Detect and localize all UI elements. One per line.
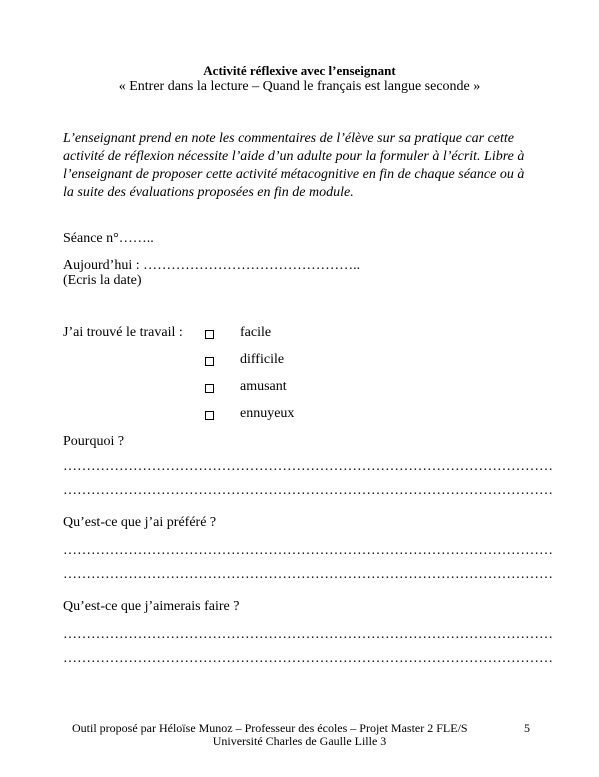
question-prefere: Qu’est-ce que j’ai préféré ? xyxy=(63,515,217,530)
question-aimerais: Qu’est-ce que j’aimerais faire ? xyxy=(63,599,240,614)
answer-line[interactable]: …………………………………………………………………………………………… xyxy=(63,483,553,498)
option-facile: facile xyxy=(240,325,272,340)
document-subtitle: « Entrer dans la lecture – Quand le français est langue seconde » xyxy=(118,79,481,94)
answer-line[interactable]: …………………………………………………………………………………………… xyxy=(63,567,553,582)
seance-field: Séance n°…….. xyxy=(63,231,154,246)
intro-line: la suite des évaluations proposées en fin de module. xyxy=(63,185,354,200)
intro-line: activité de réflexion nécessite l’aide d’un adulte pour la formuler à l’écrit. Libre à xyxy=(63,149,525,164)
travail-label: J’ai trouvé le travail : xyxy=(63,325,183,340)
answer-line[interactable]: …………………………………………………………………………………………… xyxy=(63,627,553,642)
footer-university: Université Charles de Gaulle Lille 3 xyxy=(212,734,387,748)
question-pourquoi: Pourquoi ? xyxy=(63,434,125,449)
date-field: Aujourd’hui : ……………………………………….. xyxy=(63,258,361,273)
intro-line: l’enseignant de proposer cette activité métacognitive en fin de chaque séance ou à xyxy=(63,167,525,182)
date-hint: (Ecris la date) xyxy=(63,273,142,288)
checkbox-ennuyeux[interactable] xyxy=(205,411,214,420)
page-number: 5 xyxy=(524,721,530,735)
footer-credit: Outil proposé par Héloïse Munoz – Professeur des écoles – Projet Master 2 FLE/S xyxy=(72,721,468,735)
option-ennuyeux: ennuyeux xyxy=(240,406,295,421)
answer-line[interactable]: …………………………………………………………………………………………… xyxy=(63,651,553,666)
checkbox-amusant[interactable] xyxy=(205,384,214,393)
intro-line: L’enseignant prend en note les commentaires de l’élève sur sa pratique car cette xyxy=(63,131,514,146)
checkbox-difficile[interactable] xyxy=(205,357,214,366)
answer-line[interactable]: …………………………………………………………………………………………… xyxy=(63,543,553,558)
answer-line[interactable]: …………………………………………………………………………………………… xyxy=(63,459,553,474)
option-amusant: amusant xyxy=(240,379,287,394)
option-difficile: difficile xyxy=(240,352,285,367)
document-title: Activité réflexive avec l’enseignant xyxy=(203,63,396,78)
intro-paragraph xyxy=(63,130,533,202)
checkbox-facile[interactable] xyxy=(205,330,214,339)
